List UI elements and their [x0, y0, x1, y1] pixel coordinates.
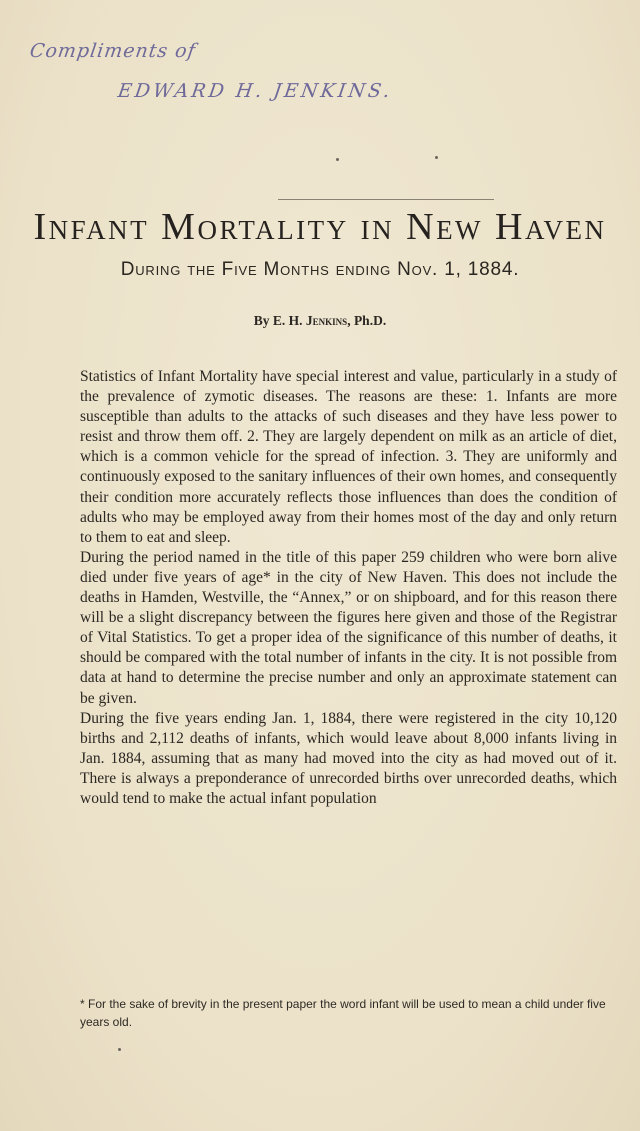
footnote	[80, 995, 620, 1031]
byline-suffix: , Ph.D.	[347, 313, 387, 328]
paragraph: Statistics of Infant Mortality have special interest and value, particularly in a study of the prevalence of zymotic diseases. The reasons are these: 1. Infants are more susceptible than adults to the attacks of such diseases and they have less power to resist and throw them off. 2. They are largely dependent on milk as an article of diet, which is a common vehicle for the spread of infection. 3. They are uniformly and continuously exposed to the sanitary influences of their own homes, and consequently their condition more accurately reflects those influences than does the condition of adults who may be employed away from their homes most of the day and only return to them to eat and sleep.	[80, 368, 617, 546]
footnote-text: * For the sake of brevity in the present paper the word infant will be used to mean a child under five years old.	[80, 997, 606, 1029]
author-byline	[0, 313, 640, 329]
page-subtitle: During the Five Months ending Nov. 1, 1884.	[120, 259, 520, 280]
header-rule	[278, 199, 494, 200]
article-body	[80, 367, 617, 809]
handwritten-compliments: Compliments of	[28, 40, 198, 62]
page-title: Infant Mortality in New Haven	[33, 206, 607, 248]
byline-name: Jenkins	[305, 313, 348, 328]
handwritten-author-name: EDWARD H. JENKINS.	[116, 80, 394, 102]
paragraph: During the five years ending Jan. 1, 1884, there were registered in the city 10,120 births and 2,112 deaths of infants, which would leave about 8,000 infants living in Jan. 1884, assuming that as many had moved into the city as had moved out of it. There is always a preponderance of unrecorded births over unrecorded deaths, which would tend to make the actual infant population	[80, 709, 617, 807]
paragraph: During the period named in the title of this paper 259 children who were born alive died under five years of age* in the city of New Haven. This does not include the deaths in Hamden, Westville, the “Annex,” or on shipboard, and for this reason there will be a slight discrepancy between the figures here given and those of the Registrar of Vital Statistics. To get a proper idea of the significance of this number of deaths, it should be compared with the total number of infants in the city. It is not possible from data at hand to determine the precise number and only an approximate statement can be given.	[80, 548, 617, 707]
ink-speck	[118, 1048, 121, 1051]
byline-prefix: By E. H.	[253, 313, 303, 328]
ink-speck	[336, 158, 339, 161]
ink-speck	[435, 156, 438, 159]
